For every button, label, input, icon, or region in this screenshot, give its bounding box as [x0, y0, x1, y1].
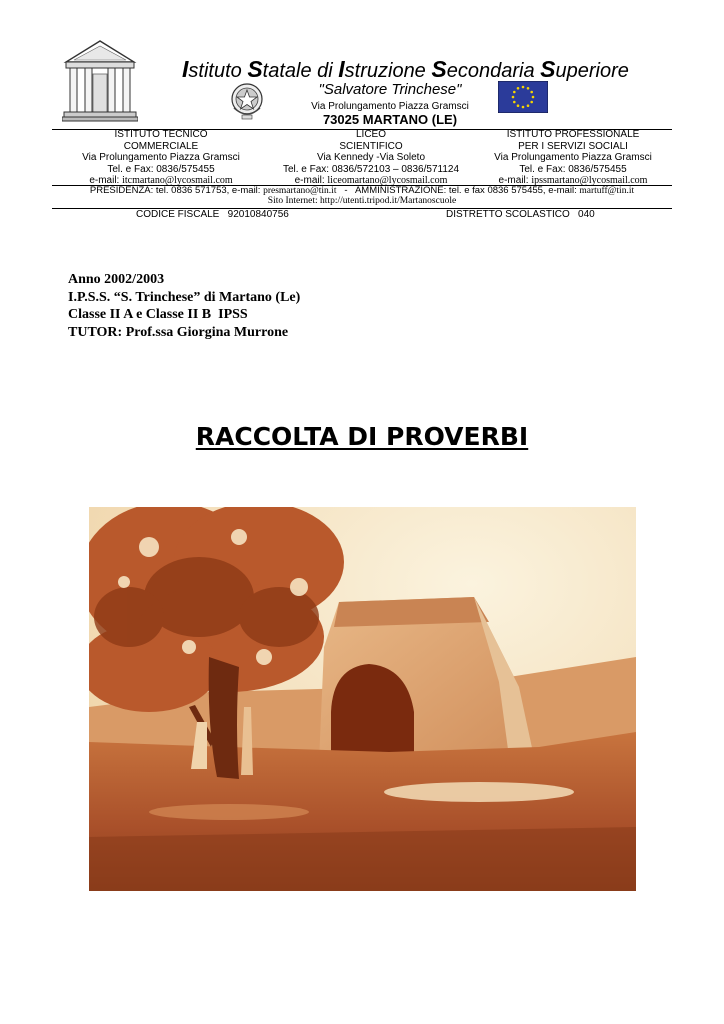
institute-title: Istituto Statale di Istruzione Secondaria Superiore	[182, 56, 629, 82]
class-info	[68, 271, 300, 341]
column-itc-address: Via Prolungamento Piazza Gramsci	[82, 152, 240, 164]
column-liceo-phone: Tel. e Fax: 0836/572103 – 0836/571124	[282, 163, 460, 175]
column-itc-phone: Tel. e Fax: 0836/575455	[107, 163, 215, 175]
info-classes: Classe II A e Classe II B IPSS	[68, 307, 248, 322]
column-liceo	[266, 129, 476, 187]
website-line: Sito Internet: http://utenti.tripod.it/Martanoscuole	[267, 196, 457, 206]
page-title: RACCOLTA DI PROVERBI	[195, 422, 529, 451]
column-itc	[56, 129, 266, 187]
column-liceo-address: Via Kennedy -Via Soleto	[316, 152, 426, 164]
column-ipss-line1: ISTITUTO PROFESSIONALE	[506, 129, 640, 140]
column-ipss-email: e-mail: ipssmartano@lycosmail.com	[498, 175, 648, 187]
column-ipss-line2: PER I SERVIZI SOCIALI	[518, 140, 628, 152]
institute-address: Via Prolungamento Piazza Gramsci	[311, 101, 469, 112]
institute-subtitle: "Salvatore Trinchese"	[318, 81, 462, 98]
column-ipss	[468, 129, 678, 187]
eu-flag-icon	[498, 81, 548, 113]
column-itc-line2: COMMERCIALE	[123, 140, 199, 152]
column-itc-email: e-mail: itcmartano@lycosmail.com	[89, 175, 233, 187]
trullo-photo	[89, 507, 636, 891]
column-liceo-line2: SCIENTIFICO	[339, 140, 403, 152]
contacts-line: PRESIDENZA: tel. 0836 571753, e-mail: presmartano@tin.it - AMMINISTRAZIONE: tel. e fax 0836 575455, e-mail: martuff@tin.it	[89, 185, 635, 196]
italian-emblem-icon	[230, 82, 264, 120]
distretto-scolastico: DISTRETTO SCOLASTICO 040	[446, 209, 595, 220]
column-itc-line1: ISTITUTO TECNICO	[114, 129, 208, 140]
column-ipss-address: Via Prolungamento Piazza Gramsci	[494, 152, 652, 164]
info-school: I.P.S.S. “S. Trinchese” di Martano (Le)	[68, 289, 301, 305]
info-tutor: TUTOR: Prof.ssa Giorgina Murrone	[68, 324, 289, 340]
institute-city: 73025 MARTANO (LE)	[322, 112, 458, 127]
temple-logo-icon	[62, 38, 138, 122]
info-year: Anno 2002/2003	[68, 272, 165, 287]
column-ipss-phone: Tel. e Fax: 0836/575455	[519, 163, 627, 175]
column-liceo-email: e-mail: liceomartano@lycosmail.com	[294, 175, 448, 187]
column-liceo-line1: LICEO	[355, 129, 386, 140]
codice-fiscale: CODICE FISCALE 92010840756	[136, 209, 289, 220]
